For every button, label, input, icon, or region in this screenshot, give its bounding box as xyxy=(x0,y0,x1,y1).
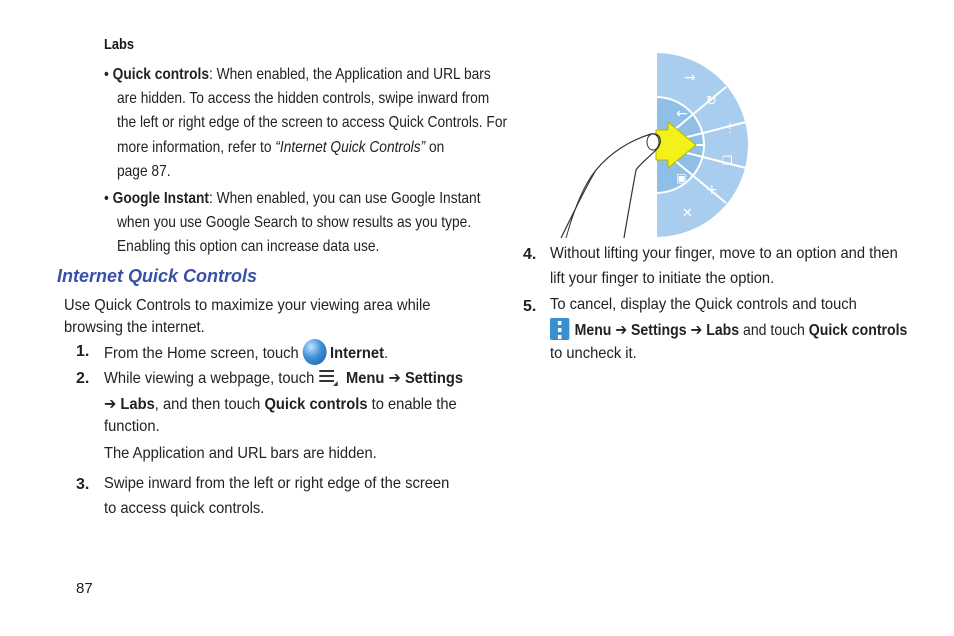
close-icon: ✕ xyxy=(682,206,693,221)
step-2-note: The Application and URL bars are hidden. xyxy=(104,445,377,462)
bullet-line: the left or right edge of the screen to access Quick Controls. For xyxy=(117,114,508,131)
step-3-line2: to access quick controls. xyxy=(104,500,265,517)
quick-controls-reference-link[interactable]: “Internet Quick Controls” xyxy=(275,139,426,156)
text: While viewing a webpage, touch xyxy=(104,370,315,387)
quick-controls-label: Quick controls xyxy=(808,322,908,340)
step-number: 3. xyxy=(76,476,90,493)
step-2-line3: function. xyxy=(104,418,160,435)
text: and touch xyxy=(739,322,809,340)
arrow-icon: ➔ xyxy=(388,370,401,387)
text: more information, refer to xyxy=(117,139,276,156)
text: : When enabled, you can use Google Instant xyxy=(208,190,481,207)
tabs-icon: ❐ xyxy=(722,154,733,168)
refresh-icon: ↻ xyxy=(706,94,717,109)
bullet-google-instant-line1: • Google Instant: When enabled, you can use Google Instant xyxy=(104,190,481,207)
term-quick-controls: Quick controls xyxy=(112,66,209,83)
step-5-line2 xyxy=(550,320,907,342)
menu-icon xyxy=(318,367,338,387)
step-1-text xyxy=(104,341,388,367)
menu-label: Menu xyxy=(345,370,385,387)
finger-hand-icon xyxy=(561,134,660,238)
bullet-line: page 87. xyxy=(117,163,171,180)
step-4-line2: lift your finger to initiate the option. xyxy=(550,270,775,287)
page-number: 87 xyxy=(76,580,93,597)
step-5-line3: to uncheck it. xyxy=(550,345,637,362)
internet-globe-icon xyxy=(302,339,326,365)
text: : When enabled, the Application and URL bars xyxy=(208,66,491,83)
quick-controls-label: Quick controls xyxy=(264,396,368,413)
quick-controls-illustration xyxy=(556,52,756,238)
intro-line1: Use Quick Controls to maximize your viewing area while xyxy=(64,297,431,314)
step-number: 2. xyxy=(76,370,90,387)
step-number: 1. xyxy=(76,343,90,360)
text: . xyxy=(383,345,389,363)
step-2-line1 xyxy=(104,368,463,389)
text: , and then touch xyxy=(154,396,261,413)
term-google-instant: Google Instant xyxy=(112,190,209,207)
arrow-icon: ➔ xyxy=(615,322,628,340)
text: on xyxy=(425,139,445,156)
arrow-icon: ➔ xyxy=(104,396,117,413)
menu-label: Menu xyxy=(574,322,612,340)
text: to enable the xyxy=(367,396,457,413)
internet-label: Internet xyxy=(329,345,384,363)
step-4-line1: Without lifting your finger, move to an option and then xyxy=(550,245,898,262)
labs-label: Labs xyxy=(706,322,740,340)
section-title: Internet Quick Controls xyxy=(57,266,258,286)
arrow-icon: ➔ xyxy=(690,322,703,340)
bullet-quick-controls-line1: • Quick controls: When enabled, the Application and URL bars xyxy=(104,66,491,83)
step-3-line1: Swipe inward from the left or right edge of the screen xyxy=(104,475,450,492)
forward-icon: → xyxy=(684,70,696,86)
intro-line2: browsing the internet. xyxy=(64,319,205,336)
settings-label: Settings xyxy=(631,322,687,340)
bullet-line: are hidden. To access the hidden controls, swipe inward from xyxy=(117,90,490,107)
bookmark-icon: ▣ xyxy=(676,171,688,185)
step-2-line2 xyxy=(104,394,457,414)
bullet-line: Enabling this option can increase data use. xyxy=(117,238,380,255)
bullet-line: when you use Google Search to show results as you type. xyxy=(117,214,472,231)
step-5-line1: To cancel, display the Quick controls and touch xyxy=(550,296,857,313)
text: From the Home screen, touch xyxy=(104,345,299,363)
labs-heading: Labs xyxy=(104,36,135,53)
labs-label: Labs xyxy=(120,396,155,413)
step-number: 4. xyxy=(523,246,537,263)
back-icon: ← xyxy=(676,106,688,122)
overflow-icon: ⋮ xyxy=(724,121,736,135)
new-tab-icon: + xyxy=(706,182,718,198)
bullet-line xyxy=(117,139,444,157)
settings-label: Settings xyxy=(404,370,464,387)
step-number: 5. xyxy=(523,298,537,315)
menu-dots-icon xyxy=(550,318,569,340)
